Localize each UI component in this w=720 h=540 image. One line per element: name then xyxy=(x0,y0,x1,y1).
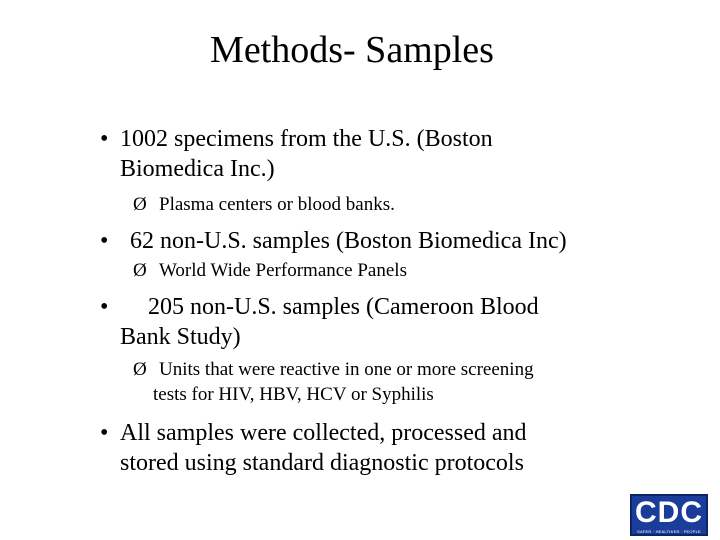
bullet-1-line-2: Biomedica Inc.) xyxy=(120,156,275,182)
sub-bullet-1-line-1: Plasma centers or blood banks. xyxy=(159,194,395,215)
slide-title-text: Methods- Samples xyxy=(210,29,494,71)
sub-bullet-1 xyxy=(133,194,653,218)
bullet-marker: • xyxy=(100,228,109,254)
sub-bullet-3-line-1: Units that were reactive in one or more screening xyxy=(159,359,534,380)
bullet-1 xyxy=(100,124,660,184)
sub-bullet-3 xyxy=(133,359,663,407)
bullet-4 xyxy=(100,418,660,478)
arrow-marker-icon: Ø xyxy=(133,260,147,281)
bullet-4-line-2: stored using standard diagnostic protocols xyxy=(120,450,524,476)
arrow-marker-icon: Ø xyxy=(133,194,147,215)
bullet-3-line-1: 205 non-U.S. samples (Cameroon Blood xyxy=(148,294,539,320)
sub-bullet-3-line-2: tests for HIV, HBV, HCV or Syphilis xyxy=(153,384,434,405)
bullet-2-line-1: 62 non-U.S. samples (Boston Biomedica Inc) xyxy=(130,228,567,254)
cdc-logo-text: CDC xyxy=(635,496,703,529)
bullet-marker: • xyxy=(100,420,109,446)
sub-bullet-2-line-1: World Wide Performance Panels xyxy=(159,260,407,281)
sub-bullet-2 xyxy=(133,260,653,284)
bullet-marker: • xyxy=(100,126,109,152)
arrow-marker-icon: Ø xyxy=(133,359,147,380)
bullet-4-line-1: All samples were collected, processed and xyxy=(120,420,527,446)
slide-title xyxy=(0,28,720,72)
bullet-marker: • xyxy=(100,294,109,320)
cdc-logo xyxy=(630,494,708,536)
cdc-logo-tagline: SAFER · HEALTHIER · PEOPLE xyxy=(637,529,701,534)
bullet-3-line-2: Bank Study) xyxy=(120,324,241,350)
bullet-3 xyxy=(100,292,660,352)
bullet-1-line-1: 1002 specimens from the U.S. (Boston xyxy=(120,126,493,152)
bullet-2 xyxy=(100,226,680,256)
